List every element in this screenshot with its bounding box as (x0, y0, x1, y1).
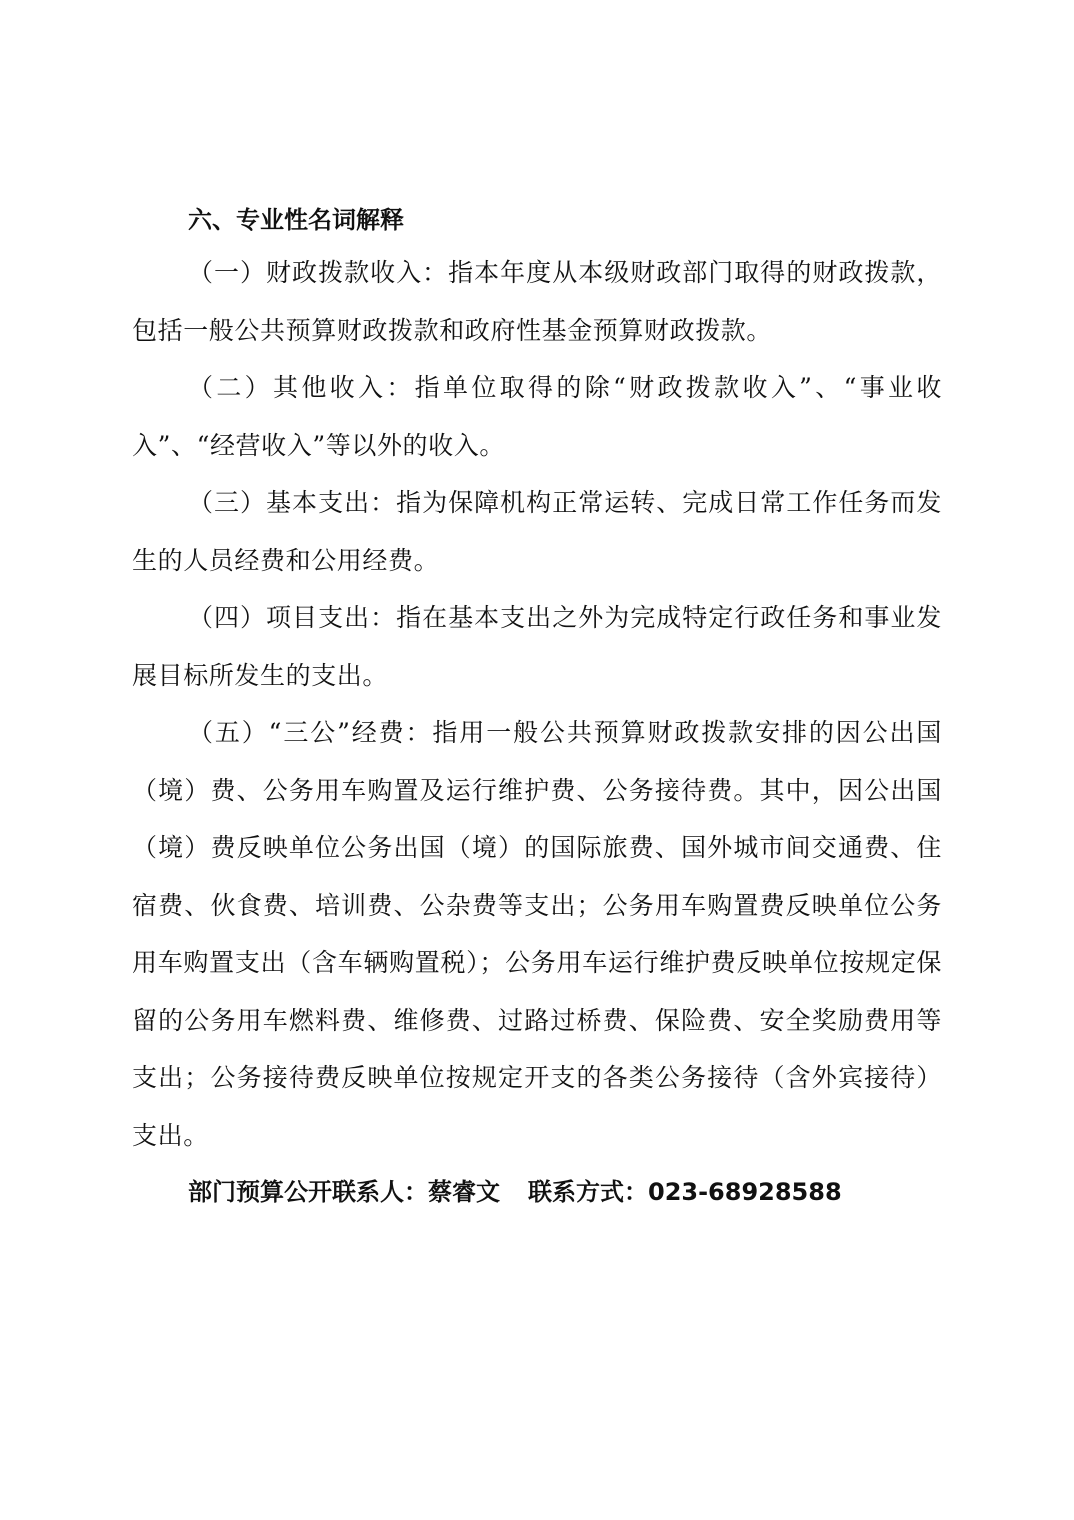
document-page (132, 196, 942, 1221)
definition-paragraph-2: （二）其他收入：指单位取得的除“财政拨款收入”、“事业收入”、“经营收入”等以外的收入。 (132, 373, 942, 460)
definition-paragraph-1: （一）财政拨款收入：指本年度从本级财政部门取得的财政拨款，包括一般公共预算财政拨款和政府性基金预算财政拨款。 (132, 258, 942, 345)
section-heading: 六、专业性名词解释 (188, 206, 404, 234)
definition-paragraph-5: （五）“三公”经费：指用一般公共预算财政拨款安排的因公出国（境）费、公务用车购置及运行维护费、公务接待费。其中，因公出国（境）费反映单位公务出国（境）的国际旅费、国外城市间交通费、住宿费、伙食费、培训费、公杂费等支出；公务用车购置费反映单位公务用车购置支出（含车辆购置税）；公务用车运行维护费反映单位按规定保留的公务用车燃料费、维修费、过路过桥费、保险费、安全奖励费用等支出；公务接待费反映单位按规定开支的各类公务接待（含外宾接待）支出。 (132, 718, 942, 1150)
contact-person: 部门预算公开联系人：蔡睿文 (188, 1178, 500, 1206)
contact-method: 联系方式：023-68928588 (528, 1178, 842, 1206)
contact-line (132, 1164, 942, 1221)
definition-paragraph-3: （三）基本支出：指为保障机构正常运转、完成日常工作任务而发生的人员经费和公用经费。 (132, 488, 942, 575)
definition-paragraph-4: （四）项目支出：指在基本支出之外为完成特定行政任务和事业发展目标所发生的支出。 (132, 603, 942, 690)
